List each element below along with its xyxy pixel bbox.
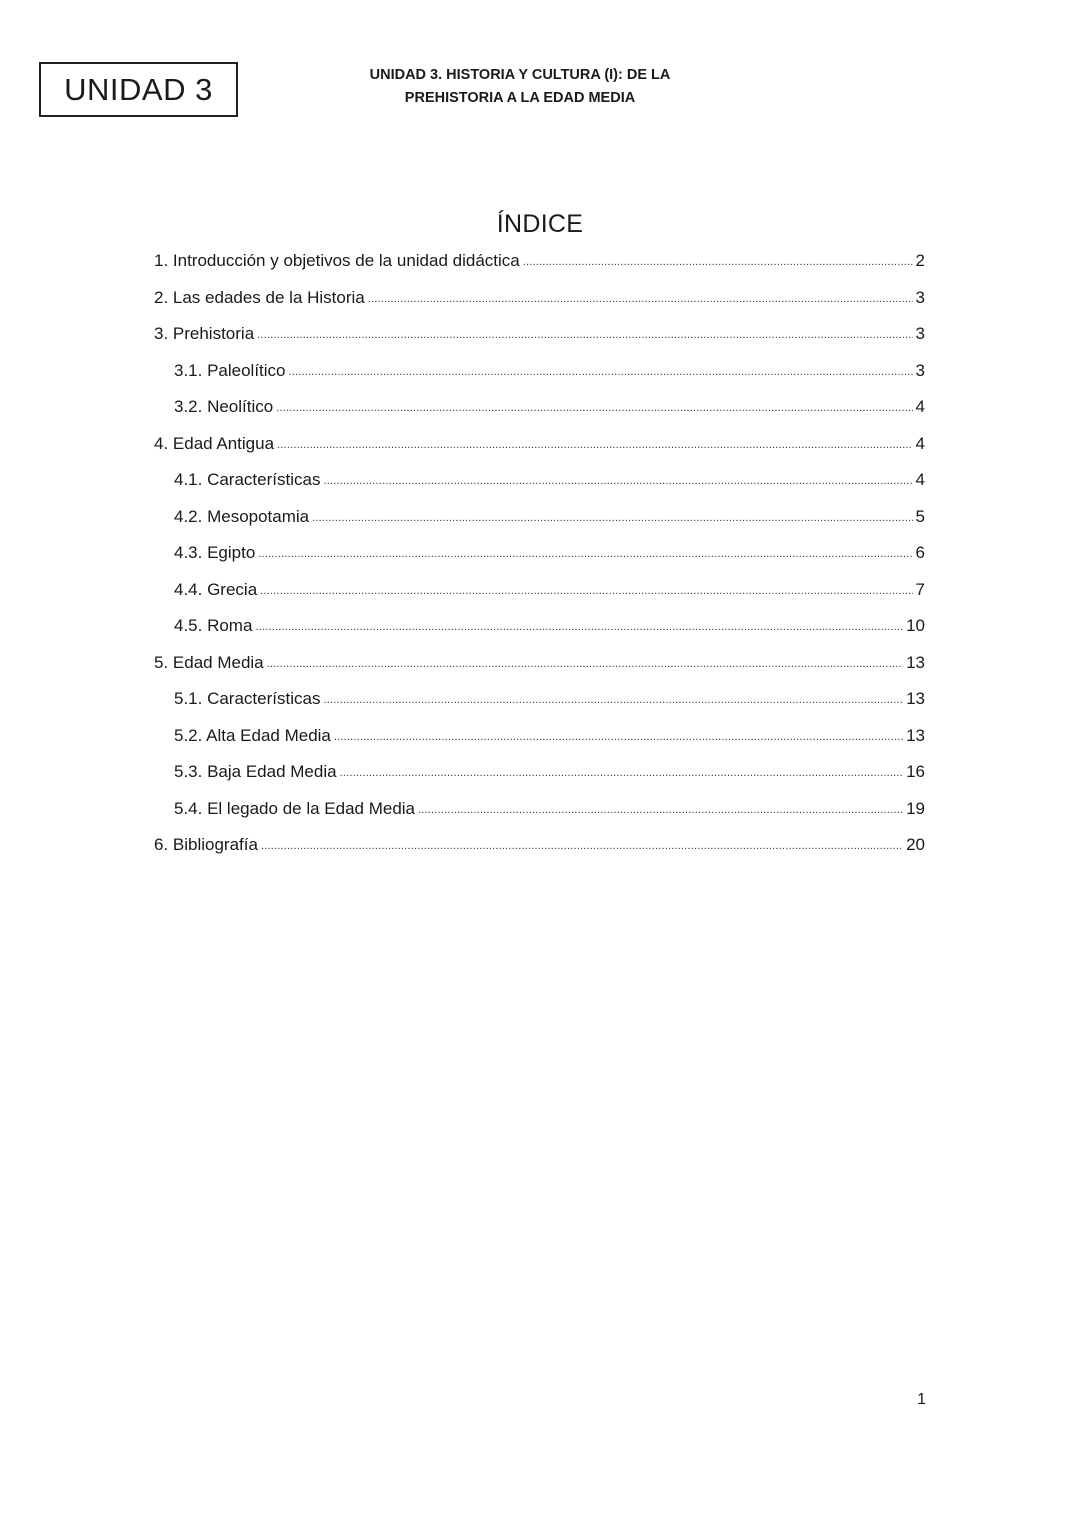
toc-entry-page: 10 [906,616,925,635]
toc-entry[interactable] [154,645,925,682]
toc-entry-label: 3. Prehistoria [154,324,255,343]
page-number: 1 [917,1391,926,1408]
toc-entry-page: 19 [906,798,925,818]
toc-leader-dots [258,534,912,573]
index-title: ÍNDICE [496,210,584,238]
toc-subentry[interactable] [154,791,925,828]
toc-entry-label: 3.2. Neolítico [174,397,274,416]
toc-entry-page: 6 [915,543,925,562]
toc-entry-page: 4 [915,397,925,416]
toc-leader-dots [289,352,913,391]
unit-label: UNIDAD 3 [64,71,213,107]
toc-entry-label: 3.1. Paleolítico [174,360,286,380]
toc-entry-label: 4.4. Grecia [174,579,258,599]
toc-leader-dots [334,717,903,756]
toc-leader-dots [523,242,913,281]
toc-entry[interactable] [154,316,925,353]
toc-entry-page: 13 [906,725,925,745]
toc-subentry[interactable] [154,389,925,426]
toc-entry-label: 4.2. Mesopotamia [174,506,310,526]
document-header-title [330,64,710,110]
toc-entry-label: 4.5. Roma [174,616,253,635]
toc-entry[interactable] [154,827,925,864]
toc-entry-label: 6. Bibliografía [154,835,258,854]
toc-entry-label: 4.1. Características [174,470,321,489]
toc-entry-page: 3 [915,360,925,380]
header-title-line-2: PREHISTORIA A LA EDAD MEDIA [404,90,636,106]
toc-subentry[interactable] [154,681,925,718]
toc-entry-label: 4.3. Egipto [174,543,256,562]
toc-entry-page: 13 [906,652,925,672]
toc-entry-label: 1. Introducción y objetivos de la unidad didáctica [154,251,520,270]
toc-leader-dots [261,826,903,865]
toc-entry-page: 20 [906,835,925,854]
toc-entry-label: 5.1. Características [174,689,321,708]
toc-entry[interactable] [154,280,925,317]
toc-entry-label: 4. Edad Antigua [154,433,275,453]
header-title-line-1: UNIDAD 3. HISTORIA Y CULTURA (I): DE LA [369,67,671,83]
toc-subentry[interactable] [154,499,925,536]
toc-leader-dots [323,680,903,719]
toc-entry-label: 5.4. El legado de la Edad Media [174,798,416,818]
toc-entry-page: 7 [915,579,925,599]
toc-leader-dots [267,644,903,683]
toc-subentry[interactable] [154,608,925,645]
toc-entry-page: 16 [906,762,925,781]
toc-entry-page: 13 [906,689,925,708]
toc-entry-page: 4 [915,433,925,453]
table-of-contents [154,243,925,864]
toc-entry-label: 5.2. Alta Edad Media [174,725,331,745]
toc-leader-dots [260,571,912,610]
toc-entry-page: 2 [915,251,925,270]
toc-leader-dots [312,498,912,537]
toc-entry-page: 3 [915,324,925,343]
toc-leader-dots [340,753,904,792]
toc-leader-dots [276,388,912,427]
toc-entry-label: 2. Las edades de la Historia [154,287,365,307]
toc-entry-page: 3 [915,287,925,307]
toc-leader-dots [277,425,912,464]
toc-entry-page: 5 [915,506,925,526]
toc-subentry[interactable] [154,718,925,755]
toc-leader-dots [255,607,903,646]
toc-leader-dots [368,279,913,318]
toc-entry-label: 5. Edad Media [154,652,264,672]
toc-entry-label: 5.3. Baja Edad Media [174,762,337,781]
toc-leader-dots [257,315,912,354]
unit-label-box [39,62,238,117]
toc-subentry[interactable] [154,754,925,791]
toc-subentry[interactable] [154,572,925,609]
toc-entry-page: 4 [915,470,925,489]
toc-subentry[interactable] [154,353,925,390]
toc-leader-dots [323,461,912,500]
toc-subentry[interactable] [154,535,925,572]
toc-entry[interactable] [154,426,925,463]
toc-subentry[interactable] [154,462,925,499]
toc-leader-dots [418,790,903,829]
toc-entry[interactable] [154,243,925,280]
